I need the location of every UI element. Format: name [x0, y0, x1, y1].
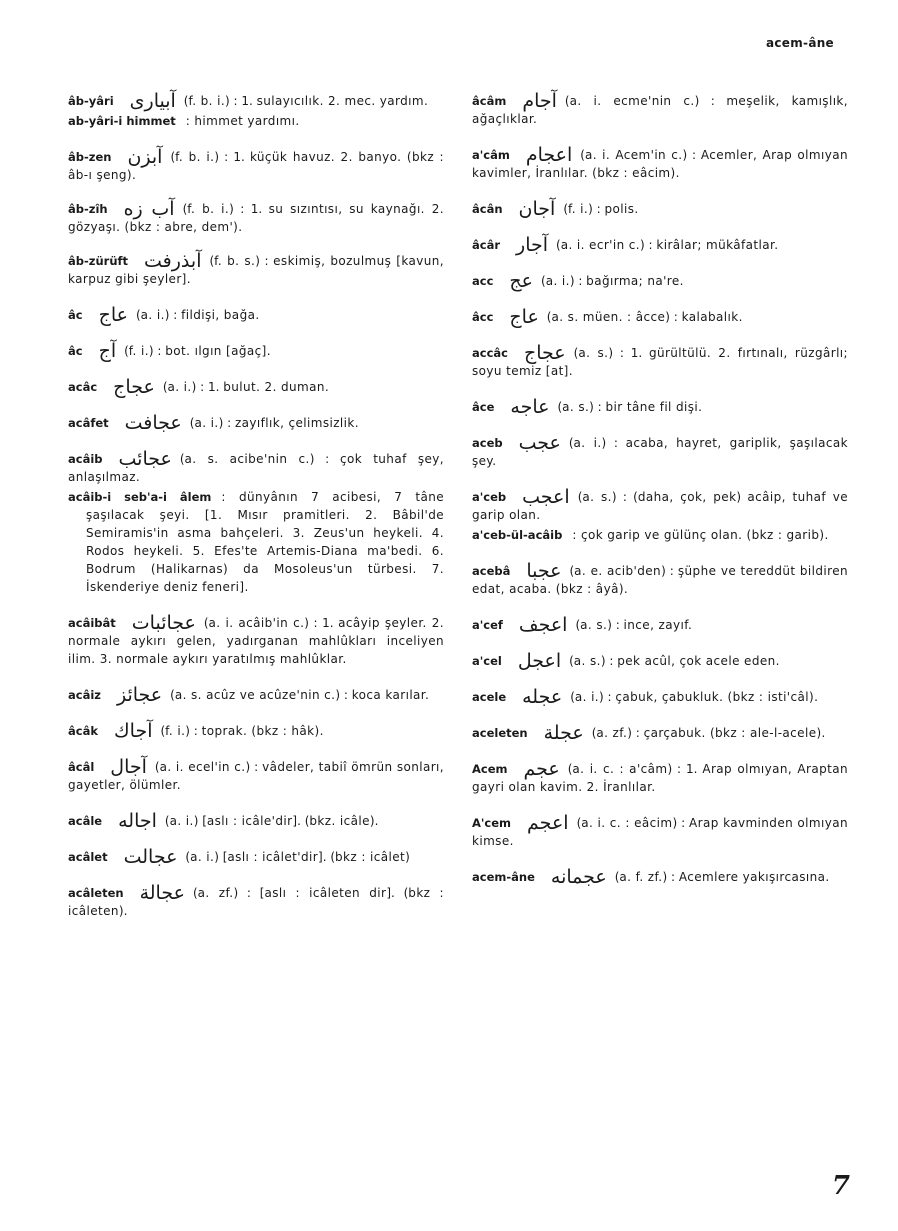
entry-arabic-script: عج: [509, 270, 534, 292]
entry-definition: (a. e. acib'den) : şüphe ve tereddüt bildiren edat, acaba. (bkz : âyâ).: [472, 564, 848, 596]
dictionary-entry: [472, 866, 848, 886]
entry-definition: (a. i.) [aslı : icâlet'dir]. (bkz : icâlet): [185, 850, 410, 864]
dictionary-entry: [68, 198, 444, 236]
entry-definition: (a. s.) : ince, zayıf.: [575, 618, 693, 632]
entry-headword: accâc: [472, 346, 508, 360]
dictionary-entry: [472, 198, 848, 218]
entry-headword: a'cel: [472, 654, 502, 668]
entry-arabic-script: عجائز: [116, 684, 163, 706]
entry-arabic-script: عجم: [523, 758, 560, 780]
entry-definition: (a. s.) : (daha, çok, pek) acâip, tuhaf ve garip olan.: [472, 490, 848, 522]
dictionary-entry: [472, 234, 848, 254]
entry-definition: (a. i.) : bağırma; na're.: [541, 274, 684, 288]
dictionary-entry: [68, 720, 444, 740]
entry-headword: âcân: [472, 202, 503, 216]
entry-definition: (f. i.) : polis.: [563, 202, 639, 216]
dictionary-entry: [68, 90, 444, 110]
entry-arabic-script: عجاج: [523, 342, 566, 364]
dictionary-entry: [68, 304, 444, 324]
entry-definition: (a. s. acibe'nin c.) : çok tuhaf şey, anlaşılmaz.: [68, 452, 444, 484]
entry-arabic-script: آجام: [522, 90, 557, 112]
entry-definition: (f. b. i.) : 1. sulayıcılık. 2. mec. yardım.: [183, 94, 429, 108]
entry-definition: (a. i. c. : eâcim) : Arap kavminden olmıyan kimse.: [472, 816, 848, 848]
dictionary-entry: [68, 112, 444, 130]
entry-arabic-script: آجار: [516, 234, 549, 256]
entry-headword: acâib: [68, 452, 103, 466]
entry-definition: : dünyânın 7 acibesi, 7 tâne şaşılacak şeyi. [1. Mısır pramitleri. 2. Bâbil'de Semiramis'in asma bahçeleri. 3. Zeus'un heykeli. 4. Rodos heykeli. 5. Efes'te Artemis-Diana ma'bedi. 6. Bodrum (Halikarnas) da Mosoleus'un türbesi. 7. İskenderiye deniz feneri].: [86, 490, 445, 594]
entry-definition: (a. i. c. : a'câm) : 1. Arap olmıyan, Araptan gayri olan kavim. 2. İranlılar.: [472, 762, 848, 794]
entry-headword: âb-zürüft: [68, 254, 129, 268]
entry-headword: âcâr: [472, 238, 501, 252]
entry-arabic-script: عاج: [509, 306, 539, 328]
entry-definition: (f. i.) : toprak. (bkz : hâk).: [160, 724, 324, 738]
entry-headword: acâibât: [68, 616, 116, 630]
entry-arabic-script: اعجب: [522, 486, 570, 508]
entry-definition: (a. i.) : 1. bulut. 2. duman.: [162, 380, 330, 394]
entry-definition: (a. s. acûz ve acûze'nin c.) : koca karılar.: [170, 688, 430, 702]
entry-definition: (a. s.) : pek acûl, çok acele eden.: [569, 654, 780, 668]
entry-headword: Acem: [472, 762, 508, 776]
dictionary-entry: [68, 340, 444, 360]
entry-arabic-script: اجاله: [118, 810, 157, 832]
entry-arabic-script: عجب: [518, 432, 561, 454]
entry-headword: acele: [472, 690, 507, 704]
entry-definition: (a. i. acâib'in c.) : 1. acâyip şeyler. 2. normale aykırı gelen, yadırganan mahlûkları inceliyen ilim. 3. normale aykırı yaratılmış mahlûklar.: [68, 616, 444, 666]
entry-arabic-script: عجبا: [526, 560, 562, 582]
entry-definition: (a. zf.) : çarçabuk. (bkz : ale-l-acele).: [591, 726, 826, 740]
entry-definition: (f. b. s.) : eskimiş, bozulmuş [kavun, karpuz gibi şeyler].: [68, 254, 444, 286]
dictionary-entry: [472, 614, 848, 634]
entry-definition: (a. s.) : bir tâne fil dişi.: [557, 400, 703, 414]
entry-definition: (a. zf.) : [aslı : icâleten dir]. (bkz : icâleten).: [68, 886, 444, 918]
entry-headword: a'ceb-ül-acâib: [472, 528, 563, 542]
entry-definition: (a. f. zf.) : Acemlere yakışırcasına.: [614, 870, 830, 884]
dictionary-entry: [472, 722, 848, 742]
entry-definition: : çok garip ve gülünç olan. (bkz : garib).: [572, 528, 829, 542]
dictionary-entry: [68, 488, 444, 596]
dictionary-entry: [68, 810, 444, 830]
entry-arabic-script: آجان: [518, 198, 556, 220]
entry-definition: (a. i.) : acaba, hayret, gariplik, şaşılacak şey.: [472, 436, 848, 468]
entry-arabic-script: عجائبات: [131, 612, 196, 634]
entry-headword: âce: [472, 400, 495, 414]
entry-arabic-script: اعجل: [517, 650, 562, 672]
entry-arabic-script: عجائب: [118, 448, 172, 470]
dictionary-entry: [68, 412, 444, 432]
entry-arabic-script: آجال: [110, 756, 147, 778]
entry-definition: (a. i.) : zayıflık, çelimsizlik.: [189, 416, 359, 430]
entry-headword: âb-zîh: [68, 202, 108, 216]
entry-arabic-script: عاجه: [510, 396, 550, 418]
entry-arabic-script: اعجام: [525, 144, 573, 166]
entry-definition: (a. i.) : çabuk, çabukluk. (bkz : isti'câl).: [570, 690, 819, 704]
entry-arabic-script: عجاج: [113, 376, 155, 398]
dictionary-entry: [472, 432, 848, 470]
entry-headword: âcâl: [68, 760, 95, 774]
entry-headword: a'ceb: [472, 490, 507, 504]
entry-arabic-script: آج: [98, 340, 117, 362]
entry-headword: acebâ: [472, 564, 511, 578]
dictionary-entry: [68, 250, 444, 288]
entry-arabic-script: آجاك: [114, 720, 153, 742]
dictionary-entry: [472, 812, 848, 850]
right-column: [472, 80, 848, 886]
entry-headword: âb-zen: [68, 150, 112, 164]
dictionary-entry: [472, 526, 848, 544]
dictionary-entry: [68, 612, 444, 668]
entry-headword: âc: [68, 308, 83, 322]
dictionary-entry: [472, 486, 848, 524]
entry-arabic-script: اعجف: [518, 614, 568, 636]
entry-arabic-script: عجافت: [124, 412, 182, 434]
dictionary-entry: [68, 376, 444, 396]
entry-headword: a'câm: [472, 148, 510, 162]
entry-headword: acâfet: [68, 416, 109, 430]
entry-headword: acâlet: [68, 850, 108, 864]
entry-headword: acâleten: [68, 886, 124, 900]
entry-headword: acc: [472, 274, 494, 288]
entry-arabic-script: عجلة: [543, 722, 584, 744]
dictionary-entry: [472, 686, 848, 706]
dictionary-entry: [472, 758, 848, 796]
entry-headword: âcâm: [472, 94, 507, 108]
entry-arabic-script: عجله: [522, 686, 563, 708]
dictionary-entry: [472, 342, 848, 380]
entry-definition: : himmet yardımı.: [185, 114, 300, 128]
entry-headword: âb-yâri: [68, 94, 114, 108]
entry-definition: (f. i.) : bot. ılgın [ağaç].: [124, 344, 271, 358]
dictionary-entry: [68, 882, 444, 920]
dictionary-entry: [472, 560, 848, 598]
dictionary-entry: [472, 90, 848, 128]
entry-headword: âc: [68, 344, 83, 358]
entry-arabic-script: عاج: [98, 304, 128, 326]
dictionary-entry: [68, 756, 444, 794]
entry-definition: (f. b. i.) : 1. küçük havuz. 2. banyo. (bkz : âb-ı şeng).: [68, 150, 444, 182]
entry-definition: (f. b. i.) : 1. su sızıntısı, su kaynağı. 2. gözyaşı. (bkz : abre, dem').: [68, 202, 444, 234]
entry-headword: acem-âne: [472, 870, 535, 884]
entry-definition: (a. i. ecr'in c.) : kirâlar; mükâfatlar.: [556, 238, 779, 252]
dictionary-entry: [472, 396, 848, 416]
entry-headword: acâc: [68, 380, 98, 394]
entry-headword: âcc: [472, 310, 494, 324]
dictionary-entry: [68, 846, 444, 866]
entry-definition: (a. i. ecme'nin c.) : meşelik, kamışlık, ağaçlıklar.: [472, 94, 848, 126]
entry-definition: (a. i.) : fildişi, bağa.: [135, 308, 260, 322]
entry-headword: aceleten: [472, 726, 528, 740]
entry-arabic-script: آبزن: [127, 146, 163, 168]
entry-headword: aceb: [472, 436, 503, 450]
entry-arabic-script: آبذرفت: [144, 250, 202, 272]
entry-headword: acâiz: [68, 688, 101, 702]
dictionary-entry: [68, 146, 444, 184]
entry-arabic-script: عجالة: [139, 882, 185, 904]
entry-definition: (a. i.) [aslı : icâle'dir]. (bkz. icâle).: [164, 814, 379, 828]
entry-definition: (a. i. Acem'in c.) : Acemler, Arap olmıyan kavimler, İranlılar. (bkz : eâcim).: [472, 148, 848, 180]
dictionary-entry: [472, 650, 848, 670]
entry-definition: (a. s.) : 1. gürültülü. 2. fırtınalı, rüzgârlı; soyu temiz [at].: [472, 346, 848, 378]
entry-definition: (a. i. ecel'in c.) : vâdeler, tabiî ömrün sonları, gayetler, ölümler.: [68, 760, 444, 792]
entry-arabic-script: عجمانه: [550, 866, 607, 888]
dictionary-entry: [472, 306, 848, 326]
dictionary-entry: [472, 270, 848, 290]
entry-headword: ab-yâri-i himmet: [68, 114, 176, 128]
dictionary-entry: [68, 684, 444, 704]
dictionary-entry: [472, 144, 848, 182]
entry-arabic-script: آبیاری: [129, 90, 176, 112]
guide-words-header: acem-âne: [765, 36, 834, 50]
entry-arabic-script: اعجم: [527, 812, 569, 834]
entry-headword: A'cem: [472, 816, 512, 830]
entry-arabic-script: آب زه: [123, 198, 175, 220]
entry-headword: a'cef: [472, 618, 503, 632]
page-number: 7: [831, 1171, 850, 1201]
entry-definition: (a. s. müen. : âcce) : kalabalık.: [546, 310, 743, 324]
entry-arabic-script: عجالت: [123, 846, 178, 868]
dictionary-entry: [68, 448, 444, 486]
entry-headword: acâib-i seb'a-i âlem: [68, 490, 212, 504]
left-column: [68, 80, 444, 920]
entry-headword: âcâk: [68, 724, 98, 738]
entry-headword: acâle: [68, 814, 103, 828]
